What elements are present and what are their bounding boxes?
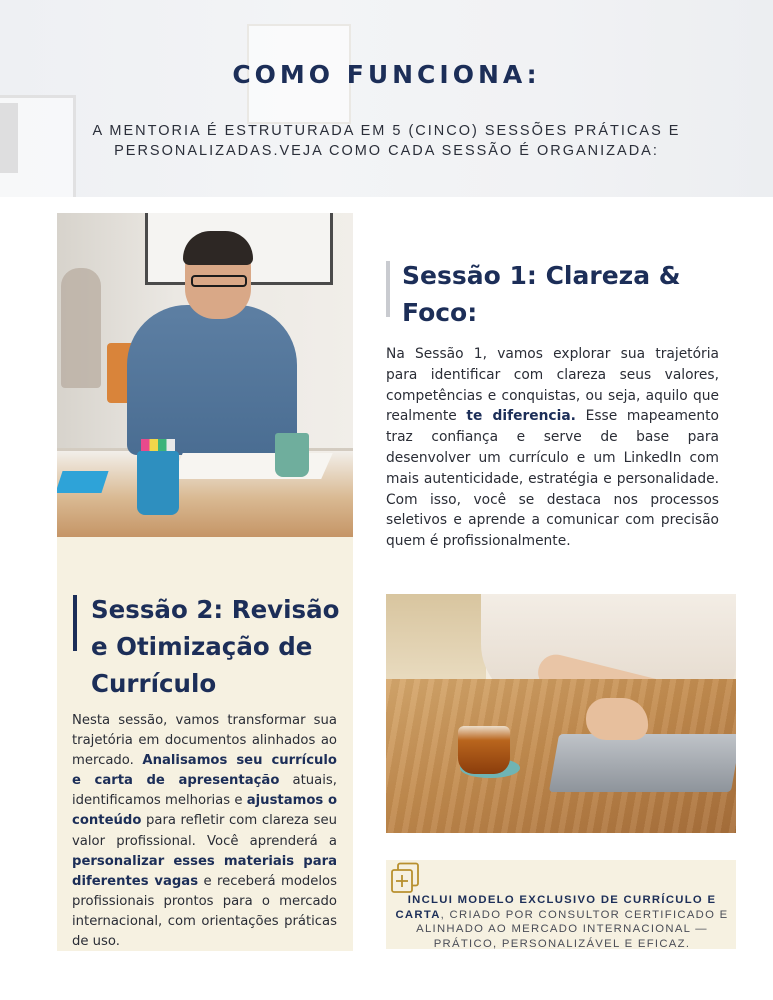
- session2-title-bold-1: Revisão: [231, 595, 340, 624]
- callout-text: INCLUI MODELO EXCLUSIVO DE CURRÍCULO E CARTA, CRIADO POR CONSULTOR CERTIFICADO E ALINHADO AO MERCADO INTERNACIONAL — PRÁTICO, PERSONALIZÁVEL E EFICAZ.: [395, 894, 729, 950]
- background-shelf: [0, 103, 18, 173]
- session1-title: [402, 257, 732, 331]
- photo-man-reading: [57, 213, 353, 537]
- page-title: COMO FUNCIONA:: [232, 60, 541, 89]
- glasses: [191, 275, 247, 287]
- session1-title-bold: Clareza & Foco:: [402, 261, 681, 327]
- header-banner: [0, 0, 773, 197]
- callout-emphasis: INCLUI MODELO EXCLUSIVO DE CURRÍCULO E CARTA: [395, 894, 717, 921]
- add-copy-icon: [390, 862, 420, 894]
- mug: [275, 433, 309, 477]
- session2-description: Nesta sessão, vamos transformar sua trajetória em documentos alinhados ao mercado. Analisamos seu currículo e carta de apresentação atuais, identificamos melhorias e ajustamos o conteúdo para refletir com clareza seu valor profissional. Você aprenderá a personalizar esses materiais para diferentes vagas e receberá modelos profissionais prontos para o mercado internacional, com orientações práticas de uso.: [72, 713, 337, 950]
- photo-laptop-tea: [386, 594, 736, 833]
- session1-title-light: Sessão 1:: [402, 261, 546, 290]
- session2-title-light: Sessão 2:: [91, 595, 232, 624]
- session1-accent-bar: [386, 261, 390, 317]
- tea-glass: [458, 726, 510, 774]
- session1-description: Na Sessão 1, vamos explorar sua trajetória para identificar com clareza seus valores, competências e conquistas, ou seja, aquilo que realmente te diferencia. Esse mapeamento traz confiança e serve de base para desenvolver um currículo e um LinkedIn com mais autenticidade, estratégia e personalidade. Com isso, você se destaca nos processos seletivos e aprende a comunicar com precisão quem é profissionalmente.: [386, 346, 719, 550]
- laptop: [549, 734, 736, 792]
- session2-title: [91, 591, 343, 702]
- pen-holder: [137, 451, 179, 515]
- session1-emphasis: te diferencia.: [466, 408, 576, 425]
- session2-title-bold-2: e Otimização de Currículo: [91, 632, 313, 698]
- page-subtitle: A MENTORIA É ESTRUTURADA EM 5 (CINCO) SESSÕES PRÁTICAS E PERSONALIZADAS.VEJA COMO CADA SESSÃO É ORGANIZADA:: [92, 123, 681, 159]
- session2-accent-bar: [73, 595, 77, 651]
